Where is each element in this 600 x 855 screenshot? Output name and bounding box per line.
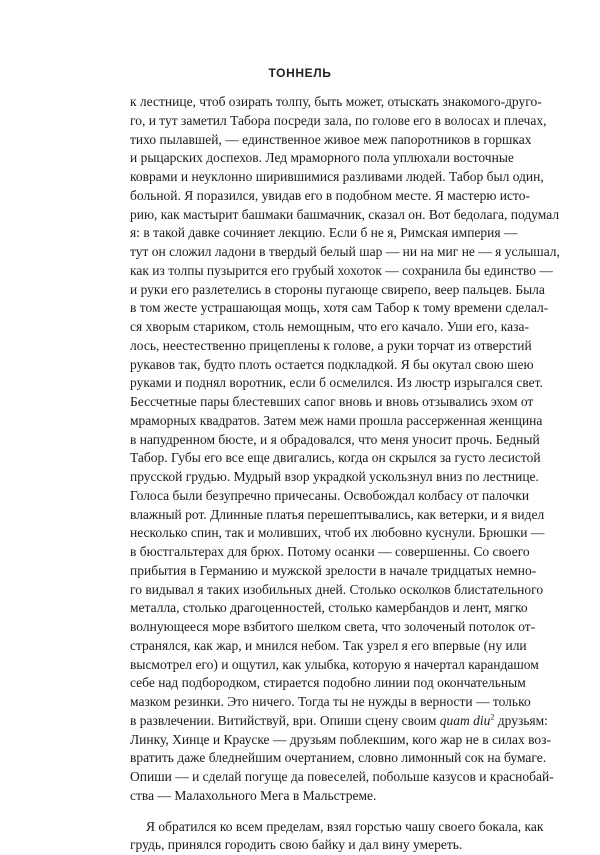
text-line: грудь, принялся городить свою байку и дал вину умереть. [130,836,478,855]
text-line: несколько спин, так и моливших, чтоб их любовно куснули. Брюшки — [130,524,478,543]
text-line: прусской грудью. Мудрый взор украдкой ускользнул вниз по лестнице. [130,468,478,487]
paragraph-gap [130,806,478,818]
text-line: в напудренном бюсте, и я обрадовался, что меня уносит прочь. Бедный [130,431,478,450]
text-line: го, и тут заметил Табора посреди зала, по голове его в волосах и плечах, [130,112,478,131]
text-line: тихо пылавшей, — единственное живое меж папоротников в горшках [130,131,478,150]
text-line: Бессчетные пары блестевших сапог вновь и вновь отзывались эхом от [130,393,478,412]
text-line: ся хворым стариком, столь немощным, что его качало. Уши его, каза- [130,318,478,337]
text-line: Линку, Хинце и Крауске — друзьям поблекшим, кого жар не в силах воз- [130,731,478,750]
text-line: как из толпы пузырится его грубый хохоток — сохранила бы единство — [130,262,478,281]
footnote-marker: 2 [490,712,494,721]
text-line: лось, неестественно прицеплены к голове, а руки торчат из отверстий [130,337,478,356]
text-line: Я обратился ко всем пределам, взял горстью чашу своего бокала, как [130,818,478,837]
running-header: ТОННЕЛЬ [0,66,600,80]
paragraph-1 [130,93,478,806]
text-line: и руки его разлетелись в стороны пугающе свирепо, веер пальцев. Была [130,281,478,300]
text-line: я: в такой давке сочиняет лекцию. Если б не я, Римская империя — [130,224,478,243]
text-line: го видывал я таких изобильных дней. Столько осколков блистательного [130,581,478,600]
body-text [130,93,478,855]
text-line: и рыцарских доспехов. Лед мраморного пола уплюхали восточные [130,149,478,168]
text-line: в том жесте устрашающая мощь, хотя сам Табор к тому времени сделал- [130,299,478,318]
text-line: рукавов так, будто плоть остается подкладкой. Я бы окутал свою шею [130,356,478,375]
text-line: к лестнице, чтоб озирать толпу, быть может, отыскать знакомого-друго- [130,93,478,112]
text-line: больной. Я поразился, увидав его в подобном месте. Я мастерю исто- [130,187,478,206]
text-line: коврами и неуклонно ширившимися разливами людей. Табор был один, [130,168,478,187]
text-line: себе над подбородком, стирается подобно линии под окончательным [130,674,478,693]
text-line: прибытия в Германию и мужской зрелости в начале тридцатых немно- [130,562,478,581]
text-line: мраморных квадратов. Затем меж нами прошла рассерженная женщина [130,412,478,431]
text-line: вратить даже бледнейшим очертанием, словно лимонный сок на бумаге. [130,749,478,768]
text-line: странялся, как жар, и мнился небом. Так узрел я его впервые (ну или [130,637,478,656]
text-line-with-quote [130,712,478,731]
text-line: Опиши — и сделай погуще да повеселей, побольше казусов и краснобай- [130,768,478,787]
text-line: Голоса были безупречно причесаны. Освобождал колбасу от палочки [130,487,478,506]
text-line-part: в развлечении. Витийствуй, ври. Опиши сцену своим [130,713,436,728]
text-line: влажный рот. Длинные платья перешептывались, как ветерки, и я видел [130,506,478,525]
text-line: металла, столько драгоценностей, столько камербандов и лент, мягко [130,599,478,618]
text-line: мазком резинки. Это ничего. Тогда ты не нужды в верности — только [130,693,478,712]
paragraph-2 [130,818,478,855]
text-line: высмотрел его) и ощутил, как улыбка, которую я начертал карандашом [130,656,478,675]
text-line: рию, как мастырит башмаки башмачник, сказал он. Вот бедолага, подумал [130,206,478,225]
text-line: тут он сложил ладони в твердый белый шар — ни на миг не — я услышал, [130,243,478,262]
text-line: руками и поднял воротник, если б осмелился. Из люстр изрыгался свет. [130,374,478,393]
text-line-part: друзьям: [494,713,548,728]
latin-quote: quam diu [440,713,491,728]
text-line: волнующееся море взбитого шелком света, что золоченый потолок от- [130,618,478,637]
text-line: ства — Малахольного Мега в Мальстреме. [130,787,478,806]
text-line: в бюстгальтерах для брюх. Потому осанки — совершенны. Со своего [130,543,478,562]
text-line: Табор. Губы его все еще двигались, когда он скрылся за густо лесистой [130,449,478,468]
